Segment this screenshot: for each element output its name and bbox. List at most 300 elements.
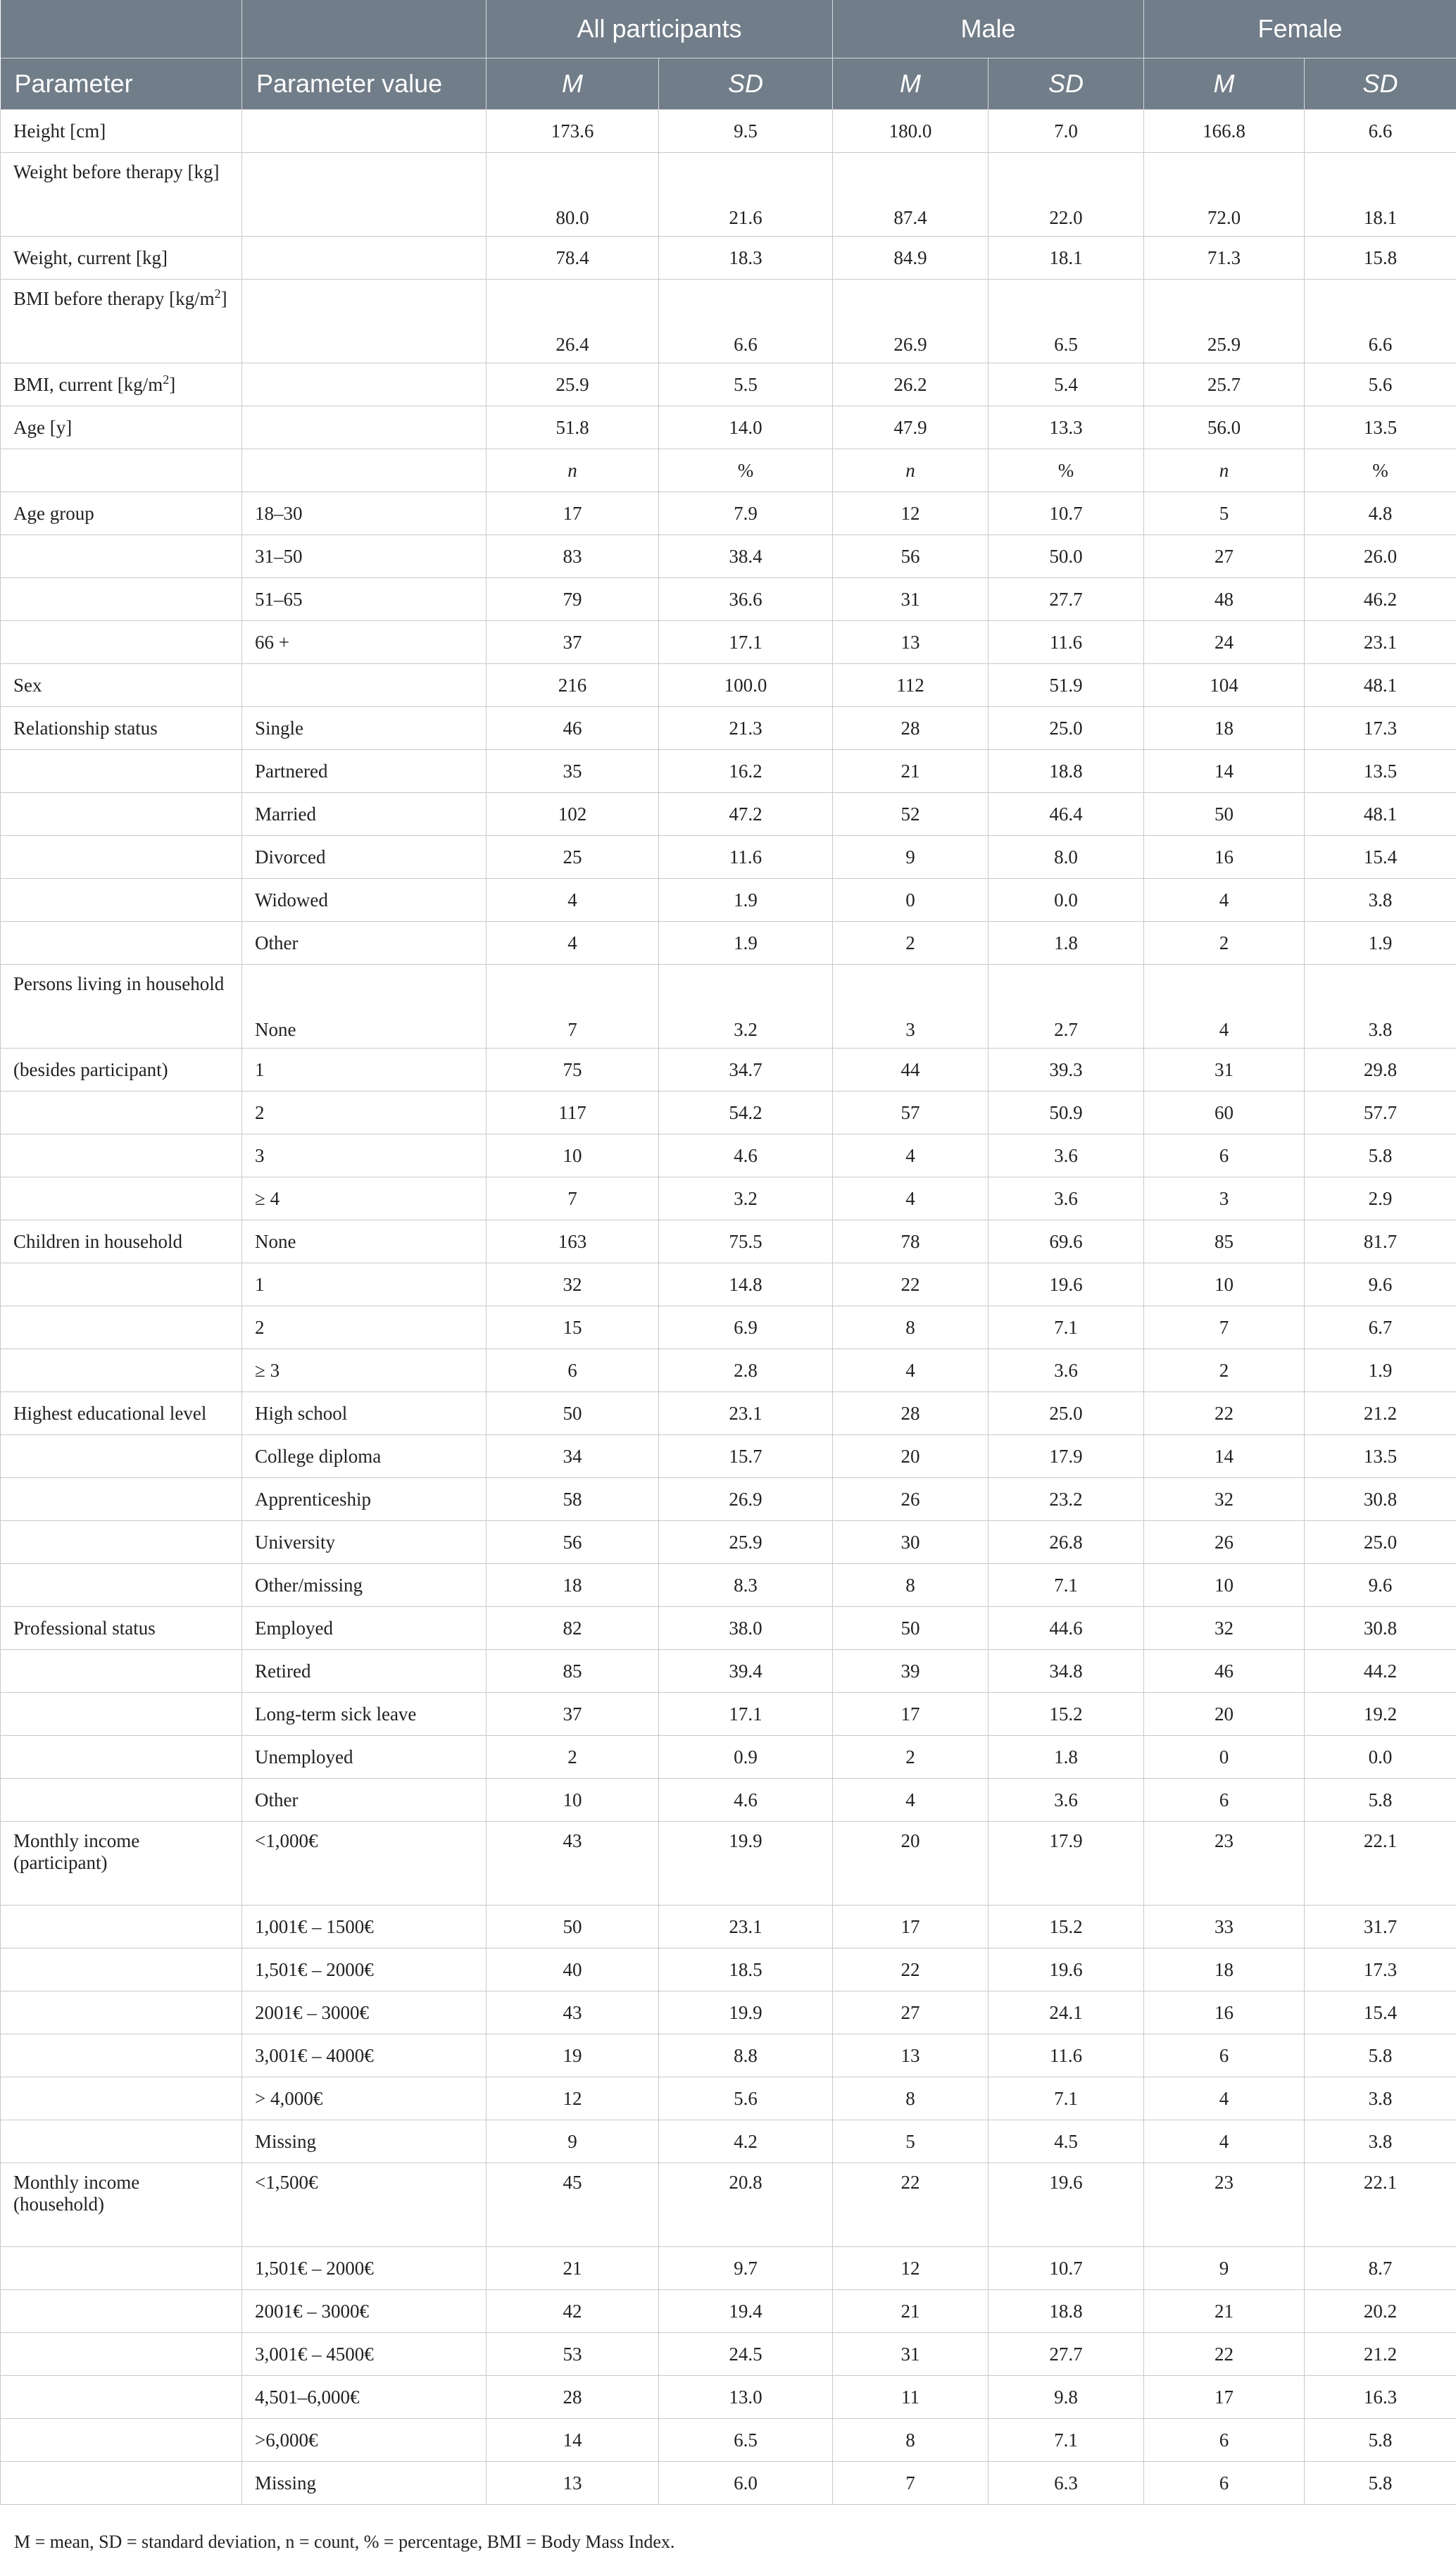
value-cell: 46.2	[1305, 578, 1456, 621]
value-cell: 6.6	[1305, 280, 1456, 363]
value-cell: 85	[487, 1650, 659, 1693]
subheader-cell: n	[833, 449, 989, 492]
value-cell: 26.0	[1305, 535, 1456, 578]
value-cell: 75.5	[659, 1220, 833, 1263]
column-header-row	[1, 58, 1456, 110]
parameter-cell	[1, 2333, 242, 2376]
column-header-parameter-value: Parameter value	[242, 58, 487, 110]
parameter-value-cell: 1,501€ – 2000€	[242, 2247, 487, 2290]
parameter-value-cell	[242, 363, 487, 406]
value-cell: 13	[833, 621, 989, 664]
table-row	[1, 1779, 1456, 1822]
parameter-value-cell: 3	[242, 1134, 487, 1177]
table-row	[1, 2419, 1456, 2462]
parameter-cell: Weight before therapy [kg]	[1, 153, 242, 237]
value-cell: 3.6	[989, 1349, 1144, 1392]
parameter-cell: Monthly income (participant)	[1, 1822, 242, 1906]
parameter-cell	[1, 1306, 242, 1349]
parameter-cell	[1, 1134, 242, 1177]
table-row	[1, 793, 1456, 836]
value-cell: 78.4	[487, 237, 659, 280]
value-cell: 17	[1144, 2376, 1305, 2419]
value-cell: 20.8	[659, 2163, 833, 2247]
value-cell: 5.8	[1305, 2034, 1456, 2077]
value-cell: 7	[487, 965, 659, 1049]
table-row	[1, 1263, 1456, 1306]
value-cell: 21.3	[659, 707, 833, 750]
value-cell: 13	[487, 2462, 659, 2505]
value-cell: 18.1	[989, 237, 1144, 280]
parameter-value-cell: College diploma	[242, 1435, 487, 1478]
value-cell: 25.9	[659, 1521, 833, 1564]
parameter-cell	[1, 2120, 242, 2163]
parameter-value-cell: 1	[242, 1049, 487, 1091]
parameter-cell: Weight, current [kg]	[1, 237, 242, 280]
value-cell: 15.4	[1305, 1991, 1456, 2034]
value-cell: 112	[833, 664, 989, 707]
value-cell: 8	[833, 2419, 989, 2462]
column-header-m: M	[1144, 58, 1305, 110]
value-cell: 13.3	[989, 406, 1144, 449]
value-cell: 6	[1144, 2419, 1305, 2462]
value-cell: 7.0	[989, 110, 1144, 153]
value-cell: 2	[833, 922, 989, 965]
parameter-cell	[1, 1906, 242, 1948]
parameter-value-cell: 2	[242, 1306, 487, 1349]
subheader-blank	[242, 449, 487, 492]
parameter-value-cell: Other	[242, 1779, 487, 1822]
parameter-cell	[1, 2376, 242, 2419]
parameter-value-cell: Other/missing	[242, 1564, 487, 1607]
value-cell: 18.1	[1305, 153, 1456, 237]
value-cell: 34.7	[659, 1049, 833, 1091]
value-cell: 14.8	[659, 1263, 833, 1306]
value-cell: 3.8	[1305, 2120, 1456, 2163]
value-cell: 17.9	[989, 1435, 1144, 1478]
parameter-cell	[1, 879, 242, 922]
parameter-value-cell	[242, 664, 487, 707]
value-cell: 30.8	[1305, 1478, 1456, 1521]
value-cell: 34	[487, 1435, 659, 1478]
value-cell: 28	[833, 1392, 989, 1435]
value-cell: 32	[1144, 1478, 1305, 1521]
value-cell: 54.2	[659, 1091, 833, 1134]
table-row	[1, 2290, 1456, 2333]
parameter-cell: BMI before therapy $[kg/m^2]$	[1, 280, 242, 363]
parameter-value-cell: 1,501€ – 2000€	[242, 1948, 487, 1991]
value-cell: 26	[833, 1478, 989, 1521]
value-cell: 9.6	[1305, 1564, 1456, 1607]
value-cell: 85	[1144, 1220, 1305, 1263]
value-cell: 12	[833, 492, 989, 535]
value-cell: 31	[833, 578, 989, 621]
value-cell: 4	[833, 1349, 989, 1392]
value-cell: 4.6	[659, 1134, 833, 1177]
value-cell: 15.2	[989, 1906, 1144, 1948]
value-cell: 83	[487, 535, 659, 578]
table-row	[1, 492, 1456, 535]
parameter-cell: Age [y]	[1, 406, 242, 449]
value-cell: 163	[487, 1220, 659, 1263]
value-cell: 20	[1144, 1693, 1305, 1736]
value-cell: 25.9	[487, 363, 659, 406]
value-cell: 7.1	[989, 1564, 1144, 1607]
value-cell: 56	[487, 1521, 659, 1564]
table-body	[1, 110, 1456, 2505]
value-cell: 24.5	[659, 2333, 833, 2376]
parameter-cell	[1, 1736, 242, 1779]
column-header-sd: SD	[1305, 58, 1456, 110]
value-cell: 5.8	[1305, 2462, 1456, 2505]
table-row	[1, 1948, 1456, 1991]
table-row	[1, 535, 1456, 578]
count-percent-subheader-row	[1, 449, 1456, 492]
parameter-cell: Monthly income (household)	[1, 2163, 242, 2247]
value-cell: 44.2	[1305, 1650, 1456, 1693]
group-header-row	[1, 0, 1456, 58]
value-cell: 166.8	[1144, 110, 1305, 153]
value-cell: 22	[833, 1948, 989, 1991]
parameter-cell: Height [cm]	[1, 110, 242, 153]
value-cell: 58	[487, 1478, 659, 1521]
table-row	[1, 2077, 1456, 2120]
value-cell: 18	[1144, 707, 1305, 750]
value-cell: 11	[833, 2376, 989, 2419]
value-cell: 25.9	[1144, 280, 1305, 363]
value-cell: 14.0	[659, 406, 833, 449]
parameter-cell: Highest educational level	[1, 1392, 242, 1435]
value-cell: 5.8	[1305, 2419, 1456, 2462]
value-cell: 2	[1144, 1349, 1305, 1392]
subheader-cell: n	[1144, 449, 1305, 492]
parameter-value-cell	[242, 280, 487, 363]
parameter-cell	[1, 2290, 242, 2333]
value-cell: 13	[833, 2034, 989, 2077]
value-cell: 30.8	[1305, 1607, 1456, 1650]
parameter-value-cell: 3,001€ – 4500€	[242, 2333, 487, 2376]
value-cell: 8.0	[989, 836, 1144, 879]
value-cell: 19.2	[1305, 1693, 1456, 1736]
value-cell: 22.1	[1305, 1822, 1456, 1906]
value-cell: 31.7	[1305, 1906, 1456, 1948]
parameter-cell: Professional status	[1, 1607, 242, 1650]
parameter-cell	[1, 1091, 242, 1134]
value-cell: 4	[833, 1177, 989, 1220]
table-row	[1, 1607, 1456, 1650]
value-cell: 17.1	[659, 1693, 833, 1736]
value-cell: 21.2	[1305, 2333, 1456, 2376]
table-row	[1, 1220, 1456, 1263]
value-cell: 4	[1144, 2120, 1305, 2163]
value-cell: 6	[487, 1349, 659, 1392]
value-cell: 6	[1144, 2462, 1305, 2505]
parameter-value-cell: 2001€ – 3000€	[242, 2290, 487, 2333]
value-cell: 22	[833, 2163, 989, 2247]
parameter-value-cell: High school	[242, 1392, 487, 1435]
value-cell: 57.7	[1305, 1091, 1456, 1134]
value-cell: 27	[1144, 535, 1305, 578]
value-cell: 216	[487, 664, 659, 707]
value-cell: 4	[487, 879, 659, 922]
table-row	[1, 2376, 1456, 2419]
value-cell: 23	[1144, 2163, 1305, 2247]
value-cell: 17	[833, 1906, 989, 1948]
table-row	[1, 664, 1456, 707]
table-row	[1, 965, 1456, 1049]
value-cell: 60	[1144, 1091, 1305, 1134]
value-cell: 3.6	[989, 1779, 1144, 1822]
parameter-value-cell: <1,000€	[242, 1822, 487, 1906]
group-header-male: Male	[833, 0, 1144, 58]
value-cell: 9.6	[1305, 1263, 1456, 1306]
value-cell: 2.9	[1305, 1177, 1456, 1220]
value-cell: 4	[833, 1134, 989, 1177]
parameter-cell	[1, 535, 242, 578]
value-cell: 46.4	[989, 793, 1144, 836]
value-cell: 35	[487, 750, 659, 793]
value-cell: 0.0	[1305, 1736, 1456, 1779]
parameter-cell: BMI, current $[kg/m^2]$	[1, 363, 242, 406]
parameter-cell	[1, 1177, 242, 1220]
table-row	[1, 1392, 1456, 1435]
parameter-value-cell: ≥ 4	[242, 1177, 487, 1220]
parameter-value-cell: 66 +	[242, 621, 487, 664]
value-cell: 36.6	[659, 578, 833, 621]
value-cell: 50	[487, 1906, 659, 1948]
value-cell: 18.3	[659, 237, 833, 280]
value-cell: 28	[833, 707, 989, 750]
value-cell: 23.2	[989, 1478, 1144, 1521]
value-cell: 5.5	[659, 363, 833, 406]
value-cell: 4	[833, 1779, 989, 1822]
value-cell: 26.2	[833, 363, 989, 406]
value-cell: 10	[1144, 1564, 1305, 1607]
column-header-parameter: Parameter	[1, 58, 242, 110]
value-cell: 14	[1144, 750, 1305, 793]
parameter-value-cell: Long-term sick leave	[242, 1693, 487, 1736]
parameter-cell	[1, 2077, 242, 2120]
table-row	[1, 750, 1456, 793]
value-cell: 4.6	[659, 1779, 833, 1822]
value-cell: 52	[833, 793, 989, 836]
value-cell: 3.8	[1305, 965, 1456, 1049]
value-cell: 15.2	[989, 1693, 1144, 1736]
value-cell: 87.4	[833, 153, 989, 237]
value-cell: 4	[1144, 879, 1305, 922]
parameter-value-cell	[242, 406, 487, 449]
value-cell: 1.9	[1305, 1349, 1456, 1392]
value-cell: 22.0	[989, 153, 1144, 237]
value-cell: 23.1	[659, 1392, 833, 1435]
table-row	[1, 1564, 1456, 1607]
value-cell: 21	[1144, 2290, 1305, 2333]
table-row	[1, 922, 1456, 965]
value-cell: 13.5	[1305, 750, 1456, 793]
value-cell: 79	[487, 578, 659, 621]
value-cell: 45	[487, 2163, 659, 2247]
table-row	[1, 1091, 1456, 1134]
table-row	[1, 280, 1456, 363]
value-cell: 16	[1144, 836, 1305, 879]
value-cell: 14	[1144, 1435, 1305, 1478]
subheader-cell: %	[659, 449, 833, 492]
subheader-blank	[1, 449, 242, 492]
value-cell: 32	[1144, 1607, 1305, 1650]
value-cell: 1.9	[1305, 922, 1456, 965]
parameter-value-cell: Divorced	[242, 836, 487, 879]
parameter-cell	[1, 1263, 242, 1306]
parameter-value-cell: Married	[242, 793, 487, 836]
parameter-cell	[1, 2462, 242, 2505]
value-cell: 81.7	[1305, 1220, 1456, 1263]
value-cell: 4	[487, 922, 659, 965]
value-cell: 102	[487, 793, 659, 836]
value-cell: 12	[487, 2077, 659, 2120]
value-cell: 6.5	[659, 2419, 833, 2462]
value-cell: 46	[1144, 1650, 1305, 1693]
table-row	[1, 1736, 1456, 1779]
subheader-cell: %	[1305, 449, 1456, 492]
parameter-value-cell: Partnered	[242, 750, 487, 793]
value-cell: 27	[833, 1991, 989, 2034]
parameter-cell	[1, 1521, 242, 1564]
value-cell: 44.6	[989, 1607, 1144, 1650]
parameter-cell	[1, 2034, 242, 2077]
value-cell: 5.6	[659, 2077, 833, 2120]
value-cell: 1.8	[989, 1736, 1144, 1779]
value-cell: 40	[487, 1948, 659, 1991]
value-cell: 34.8	[989, 1650, 1144, 1693]
value-cell: 37	[487, 1693, 659, 1736]
value-cell: 18.8	[989, 2290, 1144, 2333]
parameter-cell: Persons living in household	[1, 965, 242, 1049]
value-cell: 8	[833, 1306, 989, 1349]
parameter-value-cell: Employed	[242, 1607, 487, 1650]
parameter-cell	[1, 578, 242, 621]
value-cell: 3.8	[1305, 2077, 1456, 2120]
table-row	[1, 1693, 1456, 1736]
value-cell: 25.0	[989, 1392, 1144, 1435]
parameter-cell	[1, 1478, 242, 1521]
value-cell: 10	[1144, 1263, 1305, 1306]
table-row	[1, 1478, 1456, 1521]
value-cell: 39.3	[989, 1049, 1144, 1091]
value-cell: 6	[1144, 1779, 1305, 1822]
value-cell: 3.2	[659, 1177, 833, 1220]
column-header-sd: SD	[989, 58, 1144, 110]
value-cell: 7.1	[989, 2419, 1144, 2462]
value-cell: 23.1	[1305, 621, 1456, 664]
table-row	[1, 707, 1456, 750]
value-cell: 25.0	[989, 707, 1144, 750]
value-cell: 26.9	[833, 280, 989, 363]
value-cell: 0.0	[989, 879, 1144, 922]
value-cell: 10	[487, 1134, 659, 1177]
value-cell: 18	[487, 1564, 659, 1607]
parameter-value-cell: None	[242, 965, 487, 1049]
value-cell: 22	[1144, 1392, 1305, 1435]
table-row	[1, 2120, 1456, 2163]
value-cell: 2.7	[989, 965, 1144, 1049]
parameter-value-cell: 2	[242, 1091, 487, 1134]
value-cell: 5	[833, 2120, 989, 2163]
value-cell: 17.9	[989, 1822, 1144, 1906]
value-cell: 17	[833, 1693, 989, 1736]
parameter-value-cell	[242, 153, 487, 237]
value-cell: 50	[833, 1607, 989, 1650]
value-cell: 8.8	[659, 2034, 833, 2077]
table-row	[1, 1822, 1456, 1906]
value-cell: 15	[487, 1306, 659, 1349]
value-cell: 104	[1144, 664, 1305, 707]
value-cell: 6.9	[659, 1306, 833, 1349]
value-cell: 48	[1144, 578, 1305, 621]
value-cell: 56.0	[1144, 406, 1305, 449]
parameter-cell	[1, 750, 242, 793]
value-cell: 9	[1144, 2247, 1305, 2290]
value-cell: 51.9	[989, 664, 1144, 707]
parameter-value-cell: ≥ 3	[242, 1349, 487, 1392]
value-cell: 31	[1144, 1049, 1305, 1091]
table-row	[1, 406, 1456, 449]
value-cell: 71.3	[1144, 237, 1305, 280]
parameter-value-cell: 51–65	[242, 578, 487, 621]
value-cell: 17	[487, 492, 659, 535]
value-cell: 51.8	[487, 406, 659, 449]
table-row	[1, 879, 1456, 922]
table-row	[1, 237, 1456, 280]
value-cell: 3	[1144, 1177, 1305, 1220]
value-cell: 7.1	[989, 2077, 1144, 2120]
parameter-value-cell: Missing	[242, 2120, 487, 2163]
parameter-cell	[1, 1991, 242, 2034]
value-cell: 20.2	[1305, 2290, 1456, 2333]
parameter-cell	[1, 1435, 242, 1478]
value-cell: 27.7	[989, 2333, 1144, 2376]
value-cell: 16	[1144, 1991, 1305, 2034]
value-cell: 6	[1144, 2034, 1305, 2077]
value-cell: 50.9	[989, 1091, 1144, 1134]
value-cell: 4.8	[1305, 492, 1456, 535]
value-cell: 20	[833, 1822, 989, 1906]
value-cell: 23	[1144, 1822, 1305, 1906]
parameter-cell: Relationship status	[1, 707, 242, 750]
parameter-cell	[1, 1650, 242, 1693]
value-cell: 9.5	[659, 110, 833, 153]
parameter-value-cell: Retired	[242, 1650, 487, 1693]
parameter-cell: Sex	[1, 664, 242, 707]
value-cell: 18	[1144, 1948, 1305, 1991]
value-cell: 50	[487, 1392, 659, 1435]
value-cell: 21.2	[1305, 1392, 1456, 1435]
value-cell: 6.7	[1305, 1306, 1456, 1349]
value-cell: 6	[1144, 1134, 1305, 1177]
parameter-value-cell: 3,001€ – 4000€	[242, 2034, 487, 2077]
value-cell: 22	[833, 1263, 989, 1306]
value-cell: 5.6	[1305, 363, 1456, 406]
value-cell: 9	[487, 2120, 659, 2163]
parameter-value-cell	[242, 237, 487, 280]
value-cell: 6.3	[989, 2462, 1144, 2505]
value-cell: 84.9	[833, 237, 989, 280]
table-row	[1, 2034, 1456, 2077]
value-cell: 39	[833, 1650, 989, 1693]
value-cell: 8.7	[1305, 2247, 1456, 2290]
value-cell: 9.7	[659, 2247, 833, 2290]
value-cell: 1.9	[659, 922, 833, 965]
value-cell: 21	[833, 2290, 989, 2333]
value-cell: 19.4	[659, 2290, 833, 2333]
